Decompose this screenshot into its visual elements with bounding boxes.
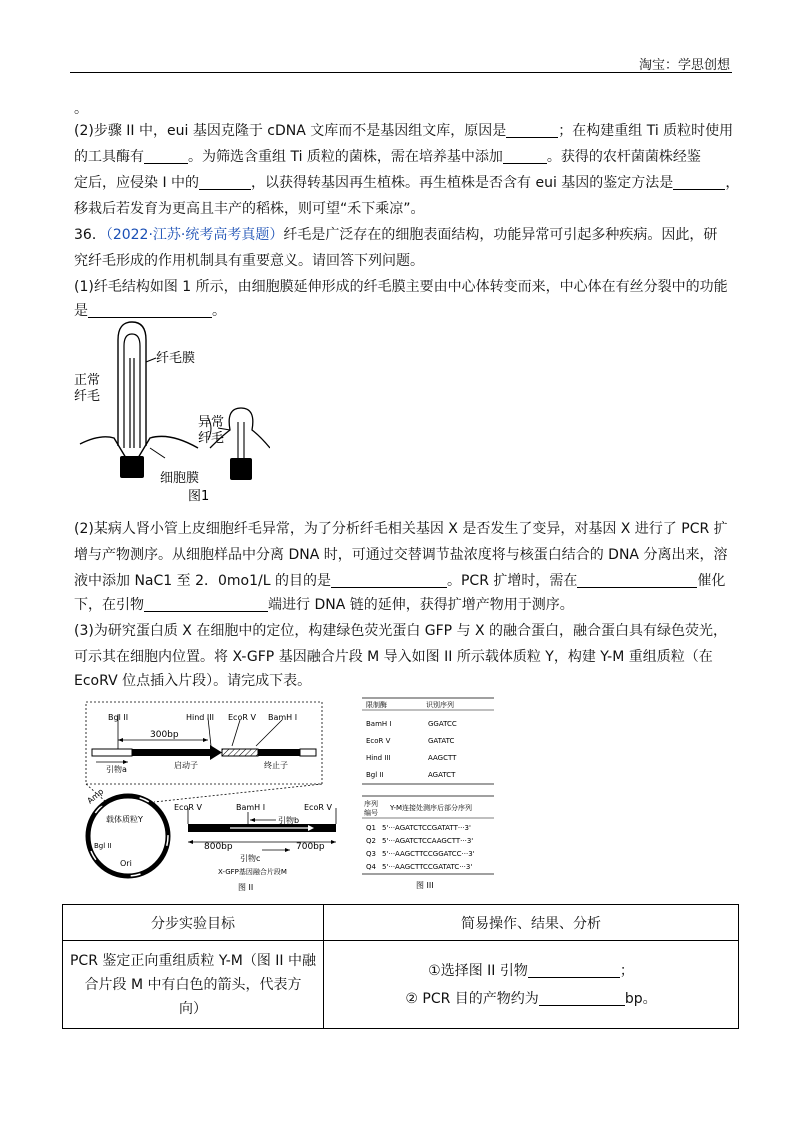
fig2-bgl-label: Bgl II <box>108 713 129 722</box>
text-seg: 。获得的农杆菌菌株经鉴 <box>546 149 701 165</box>
table-goal-line: 向） <box>179 1000 207 1017</box>
fig2-hind-label: Hind III <box>186 713 215 722</box>
text-line-13: (3)为研究蛋白质 X 在细胞中的定位，构建绿色荧光蛋白 GFP 与 X 的融合蛋白，融合蛋白具有绿色荧光， <box>74 623 728 639</box>
table-goal-cell <box>63 941 324 1029</box>
fig3-enzyme-seq: GATATC <box>428 737 455 745</box>
fig3-enzyme-seq: AAGCTT <box>428 754 457 762</box>
fig3-seq-value: 5'···AGATCTCCAAGCTT···3' <box>382 837 474 845</box>
fig2-ori-label: Ori <box>120 859 132 868</box>
text-line-3 <box>74 170 739 196</box>
answer-blank[interactable] <box>331 571 447 588</box>
fig3-enzyme-name: Hind III <box>366 754 391 762</box>
text-line-10: 增与产物测序。从细胞样品中分离 DNA 时，可通过交替调节盐浓度将与核蛋白结合的 DNA 分离出来，溶 <box>74 547 728 563</box>
fig2-ecor-right-label: EcoR V <box>304 803 332 812</box>
text-seg: ；在构建重组 Ti 质粒时使用 <box>558 123 734 139</box>
fig2-amp-label: Amp <box>85 786 106 806</box>
text-seg: 的工具酶有 <box>74 149 144 165</box>
answer-blank[interactable] <box>506 121 558 138</box>
fig1-membrane-label: 纤毛膜 <box>156 351 196 366</box>
answer-table <box>62 904 739 1029</box>
fig3-seq-value: 5'···AGATCTCCGATATT···3' <box>382 824 471 832</box>
fig1-abnormal-label: 纤毛 <box>198 431 225 446</box>
text-seg: 。 <box>212 303 226 319</box>
fig2-300bp-label: 300bp <box>150 730 179 740</box>
figure-1-cilia <box>70 318 270 508</box>
text-seg: ② PCR 目的产物约为 <box>405 990 539 1007</box>
text-seg: 液中添加 NaC1 至 2．0mo1/L 的目的是 <box>74 573 331 589</box>
fig3-seq-header: 识别序列 <box>426 701 454 709</box>
answer-blank[interactable] <box>88 301 212 318</box>
text-seg: ； <box>619 962 634 979</box>
text-seg: 是 <box>74 303 88 319</box>
table-header-ops: 简易操作、结果、分析 <box>324 905 739 941</box>
fig3-id-header: 编号 <box>364 809 378 817</box>
figure-3-tables <box>356 696 500 892</box>
text-seg: 定后，应侵染 I 中的 <box>74 175 200 191</box>
header-right-text: 淘宝：学思创想 <box>638 58 730 73</box>
answer-blank[interactable] <box>144 147 188 164</box>
text-line-14: 可示其在细胞内位置。将 X-GFP 基因融合片段 M 导入如图 II 所示载体质粒 Y，构建 Y-M 重组质粒（在 <box>74 649 713 665</box>
fig3-seq-value: 5'···AAGCTTCCGGATCC···3' <box>382 850 475 858</box>
fig2-700bp-label: 700bp <box>296 842 325 852</box>
table-ops-cell <box>324 941 739 1029</box>
fig2-800bp-label: 800bp <box>204 842 233 852</box>
fig3-enzyme-rows <box>366 720 457 779</box>
fig3-enzyme-name: EcoR V <box>366 737 391 745</box>
answer-blank[interactable] <box>528 961 620 978</box>
fig3-seq-value: 5'···AAGCTTCCGATATC···3' <box>382 863 473 871</box>
fig1-normal-label: 纤毛 <box>74 389 101 404</box>
text-seg: 端进行 DNA 链的延伸，获得扩增产物用于测序。 <box>268 597 574 613</box>
text-seg: ， <box>725 175 740 191</box>
fig3-seq-id: Q2 <box>366 837 376 845</box>
table-goal-line: PCR 鉴定正向重组质粒 Y-M（图 II 中融 <box>69 952 317 969</box>
fig1-caption: 图1 <box>188 489 210 504</box>
figure-2-plasmid <box>78 696 340 896</box>
text-line-0: 。 <box>74 101 88 117</box>
text-line-1 <box>74 118 733 144</box>
fig3-enzyme-header: 限制酶 <box>366 701 387 709</box>
fig3-id-header: 序列 <box>364 800 378 808</box>
fig2-bamh-mid-label: BamH I <box>236 803 266 812</box>
question-source-link[interactable]: （2022·江苏·统考高考真题） <box>105 227 284 243</box>
fig1-cellmem-label: 细胞膜 <box>160 471 200 486</box>
table-op-1 <box>325 957 737 985</box>
answer-blank[interactable] <box>199 173 251 190</box>
text-line-2 <box>74 144 701 170</box>
text-line-12 <box>74 592 574 618</box>
text-line-6: 究纤毛形成的作用机制具有重要意义。请回答下列问题。 <box>74 253 424 269</box>
question-36-line <box>74 222 717 248</box>
table-op-2 <box>325 985 737 1013</box>
fig2-bgl2-label: Bgl II <box>94 842 112 850</box>
text-seg: (2)步骤 II 中，eui 基因克隆于 cDNA 文库而不是基因组文库，原因是 <box>74 123 507 139</box>
text-line-15: EcoRV 位点插入片段）。请完成下表。 <box>74 673 312 689</box>
fig3-enzyme-seq: AGATCT <box>428 771 456 779</box>
header-rule <box>70 72 732 73</box>
text-seg: 催化 <box>697 573 726 589</box>
fig2-ecor-left-label: EcoR V <box>174 803 202 812</box>
text-line-9: (2)某病人肾小管上皮细胞纤毛异常，为了分析纤毛相关基因 X 是否发生了变异，对基因 X 进行了 PCR 扩 <box>74 521 728 537</box>
fig2-terminator-label: 终止子 <box>264 761 288 770</box>
text-seg: ，以获得转基因再生植株。再生植株是否含有 eui 基因的鉴定方法是 <box>251 175 674 191</box>
text-seg: 。PCR 扩增时，需在 <box>446 573 578 589</box>
answer-blank[interactable] <box>577 571 697 588</box>
text-line-4: 移栽后若发育为更高且丰产的稻株，则可望“禾下乘凉”。 <box>74 201 425 217</box>
table-goal-line: 合片段 M 中有白色的箭头，代表方 <box>84 976 302 993</box>
fig3-seqs-header: Y-M连接处测序后部分序列 <box>390 804 473 812</box>
fig2-primer-a-label: 引物a <box>106 765 127 774</box>
fig2-bamh-label: BamH I <box>268 713 298 722</box>
fig1-abnormal-label: 异常 <box>198 415 225 430</box>
text-seg: 。为筛选含重组 Ti 质粒的菌株，需在培养基中添加 <box>188 149 503 165</box>
fig3-enzyme-name: Bgl II <box>366 771 384 779</box>
fig2-caption: 图 II <box>238 883 254 892</box>
text-seg: 下，在引物 <box>74 597 144 613</box>
answer-blank[interactable] <box>673 173 725 190</box>
fig3-seq-id: Q3 <box>366 850 376 858</box>
text-seg: bp。 <box>624 990 657 1007</box>
fig3-seq-id: Q1 <box>366 824 376 832</box>
fig2-primer-b-label: 引物b <box>278 816 300 825</box>
text-seg: 纤毛是广泛存在的细胞表面结构，功能异常可引起多种疾病。因此，研 <box>283 227 718 243</box>
fig3-caption: 图 III <box>416 881 434 890</box>
fig3-enzyme-name: BamH I <box>366 720 392 728</box>
text-line-11 <box>74 568 725 594</box>
fig3-seq-rows <box>366 824 475 871</box>
fig2-vector-label: 载体质粒Y <box>106 815 143 824</box>
answer-blank[interactable] <box>144 595 268 612</box>
fig2-fragment-label: X-GFP基因融合片段M <box>218 868 287 876</box>
table-header-goal: 分步实验目标 <box>63 905 324 941</box>
text-line-7: (1)纤毛结构如图 1 所示，由细胞膜延伸形成的纤毛膜主要由中心体转变而来，中心体在有丝分裂中的功能 <box>74 279 728 295</box>
fig2-ecor-label: EcoR V <box>228 713 256 722</box>
question-number: 36． <box>74 227 106 243</box>
text-seg: ①选择图 II 引物 <box>428 962 528 979</box>
fig2-promoter-label: 启动子 <box>174 761 198 770</box>
fig2-primer-c-label: 引物c <box>240 854 261 863</box>
fig1-normal-label: 正常 <box>74 373 101 388</box>
fig3-enzyme-seq: GGATCC <box>428 720 457 728</box>
answer-blank[interactable] <box>539 989 625 1006</box>
fig3-seq-id: Q4 <box>366 863 376 871</box>
answer-blank[interactable] <box>503 147 547 164</box>
